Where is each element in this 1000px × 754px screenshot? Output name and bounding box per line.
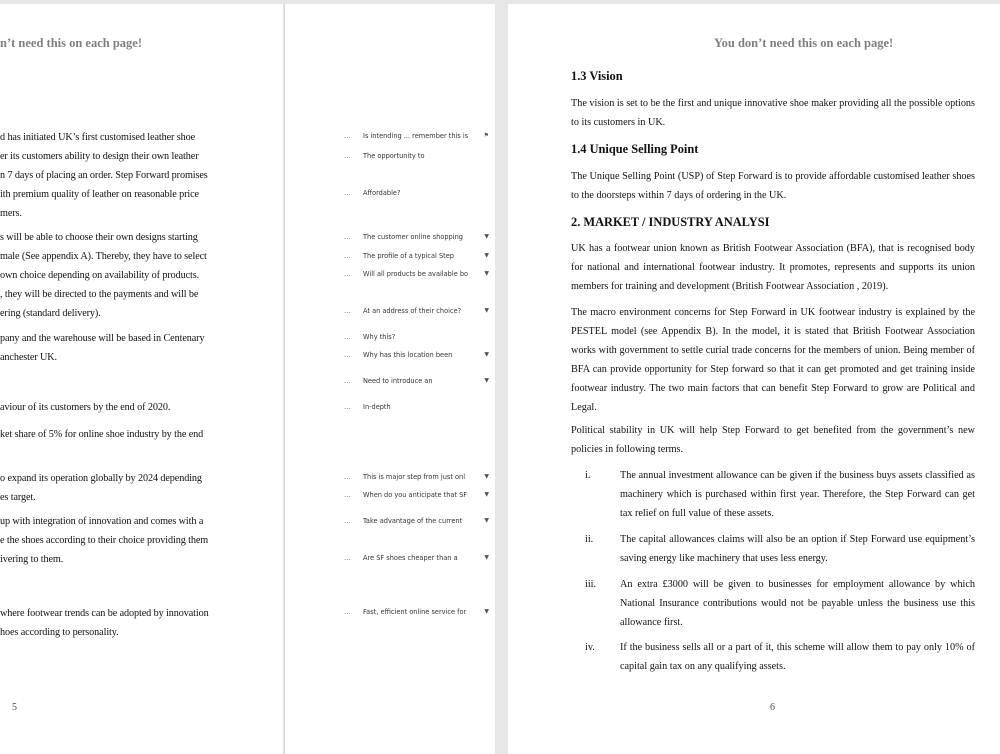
comment-text: Affordable?: [363, 189, 401, 197]
paragraph-market-1-text: UK has a footwear union known as British Footwear Association (BFA), that is recognised body for national and international footwear industry. It promotes, represents and supports its union members for training and development (British Footwear Association , 2019).: [571, 243, 975, 292]
expand-arrow-icon[interactable]: ▼: [484, 517, 489, 524]
left-page-line: aviour of its customers by the end of 2020.: [0, 402, 171, 413]
comment-item[interactable]: [344, 473, 493, 481]
comment-connector-icon: …: [344, 473, 352, 481]
heading-vision-text: 1.3 Vision: [571, 69, 623, 83]
comment-connector-icon: …: [344, 377, 352, 385]
comment-item[interactable]: [344, 233, 493, 241]
comment-item[interactable]: [344, 152, 493, 160]
heading-market: [571, 213, 975, 232]
expand-arrow-icon[interactable]: ▼: [484, 554, 489, 561]
left-page-line: ering (standard delivery).: [0, 308, 101, 319]
right-page: [508, 4, 1000, 754]
paragraph-market-3-text: Political stability in UK will help Step Forward to get benefited from the government’s new policies in following terms.: [571, 425, 975, 455]
left-page-line: male (See appendix A). Thereby, they have to select: [0, 251, 207, 262]
left-page-line: ket share of 5% for online shoe industry by the end: [0, 429, 204, 440]
expand-arrow-icon[interactable]: ▼: [484, 351, 489, 358]
list-item: [571, 575, 975, 632]
left-page-line: s will be able to choose their own designs starting: [0, 232, 198, 243]
comment-text: Need to introduce an: [363, 377, 433, 385]
list-item-text: An extra £3000 will be given to businesses for employment allowance by which National Insurance contributions would not be payable unless the business use this allowance first.: [620, 579, 975, 628]
left-page-line: hoes according to personality.: [0, 627, 119, 638]
comment-text: The opportunity to: [363, 152, 425, 160]
comment-text: Will all products be available bo: [363, 270, 469, 278]
comment-text: Fast, efficient online service for: [363, 608, 467, 616]
list-item-number: iii.: [585, 579, 597, 590]
comment-text: When do you anticipate that SF: [363, 491, 468, 499]
heading-usp-text: 1.4 Unique Selling Point: [571, 142, 699, 156]
expand-arrow-icon[interactable]: ▼: [484, 608, 489, 615]
left-page-line: o expand its operation globally by 2024 depending: [0, 473, 202, 484]
left-page: [0, 4, 283, 754]
comment-item[interactable]: [344, 377, 493, 385]
comment-text: Take advantage of the current: [363, 517, 463, 525]
comment-connector-icon: …: [344, 403, 352, 411]
expand-arrow-icon[interactable]: ▼: [484, 377, 489, 384]
left-page-line: mers.: [0, 208, 22, 219]
comment-item[interactable]: [344, 403, 493, 411]
comment-pane: [284, 4, 495, 754]
comment-connector-icon: …: [344, 252, 352, 260]
comment-item[interactable]: [344, 252, 493, 260]
left-page-line: pany and the warehouse will be based in Centenary: [0, 333, 205, 344]
left-page-header: n’t need this on each page!: [0, 36, 143, 50]
list-item-number: iv.: [585, 642, 595, 653]
comment-connector-icon: …: [344, 491, 352, 499]
left-page-line: ivering to them.: [0, 554, 64, 565]
comment-item[interactable]: [344, 189, 493, 197]
comment-connector-icon: …: [344, 608, 352, 616]
list-item-number: ii.: [585, 534, 594, 545]
comment-connector-icon: …: [344, 307, 352, 315]
list-item: [571, 530, 975, 568]
list-item: [571, 638, 975, 676]
left-page-line: where footwear trends can be adopted by innovation: [0, 608, 209, 619]
expand-arrow-icon[interactable]: ▼: [484, 233, 489, 240]
comment-text: At an address of their choice?: [363, 307, 462, 315]
comment-item[interactable]: [344, 608, 493, 616]
left-page-line: ith premium quality of leather on reasonable price: [0, 189, 199, 200]
heading-market-text: 2. MARKET / INDUSTRY ANALYSI: [571, 215, 770, 229]
comment-text: This is major step from just onl: [363, 473, 466, 481]
comment-connector-icon: …: [344, 351, 352, 359]
list-item-text: The capital allowances claims will also be an option if Step Forward use equipment’s saving energy like machinery that uses less energy.: [620, 534, 975, 564]
left-page-line: up with integration of innovation and comes with a: [0, 516, 204, 527]
comment-connector-icon: …: [344, 333, 352, 341]
left-page-line: d has initiated UK’s first customised leather shoe: [0, 132, 196, 143]
expand-arrow-icon[interactable]: ▼: [484, 307, 489, 314]
comment-text: Why this?: [363, 333, 396, 341]
paragraph-market-3: [571, 421, 975, 459]
comment-connector-icon: …: [344, 270, 352, 278]
comment-item[interactable]: [344, 554, 493, 562]
comment-connector-icon: …: [344, 189, 352, 197]
comment-item[interactable]: [344, 333, 493, 341]
comment-text: Are SF shoes cheaper than a: [363, 554, 458, 562]
left-page-line: e the shoes according to their choice providing them: [0, 535, 209, 546]
right-page-header: You don’t need this on each page!: [714, 36, 894, 50]
left-page-line: own choice depending on availability of products.: [0, 270, 200, 281]
comment-item[interactable]: [344, 307, 493, 315]
expand-arrow-icon[interactable]: ▼: [484, 473, 489, 480]
left-page-line: n 7 days of placing an order. Step Forward promises: [0, 170, 208, 181]
comment-item[interactable]: [344, 270, 493, 278]
left-page-line: er its customers ability to design their own leather: [0, 151, 199, 162]
left-page-line: anchester UK.: [0, 352, 57, 363]
paragraph-usp-text: The Unique Selling Point (USP) of Step Forward is to provide affordable customised leather shoes to the doorsteps within 7 days of ordering in the UK.: [571, 171, 975, 201]
comment-text: In-depth: [363, 403, 391, 411]
right-page-number: 6: [770, 702, 775, 713]
heading-vision: [571, 67, 975, 86]
paragraph-market-2: [571, 303, 975, 417]
paragraph-vision: [571, 94, 975, 132]
comment-item[interactable]: [344, 132, 493, 140]
comment-text: Why has this location been: [363, 351, 453, 359]
list-item-text: If the business sells all or a part of it, this scheme will allow them to pay only 10% of capital gain tax on any qualifying assets.: [620, 642, 975, 672]
flag-icon[interactable]: ⚑: [483, 132, 489, 139]
comment-connector-icon: …: [344, 554, 352, 562]
left-page-line: , they will be directed to the payments and will be: [0, 289, 199, 300]
comment-connector-icon: …: [344, 233, 352, 241]
paragraph-vision-text: The vision is set to be the first and unique innovative shoe maker providing all the possible options to its customers in UK.: [571, 98, 975, 128]
paragraph-market-1: [571, 239, 975, 296]
expand-arrow-icon[interactable]: ▼: [484, 252, 489, 259]
comment-connector-icon: …: [344, 152, 352, 160]
comment-connector-icon: …: [344, 132, 352, 140]
paragraph-market-2-text: The macro environment concerns for Step Forward in UK footwear industry is explained by the PESTEL model (see Appendix B). In the model, it is stated that British Footwear Association works with government to settle curial trade concerns for the members of union. Being member of BFA can provide opportunity for Step forward so that it can get promoted and get training inside footwear industry. The two main factors that can benefit Step Forward to grow are Political and Legal.: [571, 307, 975, 413]
left-page-line: es target.: [0, 492, 36, 503]
heading-usp: [571, 140, 975, 159]
comment-text: Is intending ... remember this is: [363, 132, 469, 140]
comment-connector-icon: …: [344, 517, 352, 525]
left-page-number: 5: [12, 702, 17, 713]
expand-arrow-icon[interactable]: ▼: [484, 270, 489, 277]
paragraph-usp: [571, 167, 975, 205]
expand-arrow-icon[interactable]: ▼: [484, 491, 489, 498]
list-item-number: i.: [585, 470, 591, 481]
comment-text: The profile of a typical Step: [363, 252, 454, 260]
list-item: [571, 466, 975, 523]
comment-item[interactable]: [344, 351, 493, 359]
comment-item[interactable]: [344, 491, 493, 499]
comment-text: The customer online shopping: [363, 233, 463, 241]
comment-item[interactable]: [344, 517, 493, 525]
list-item-text: The annual investment allowance can be given if the business buys assets classified as machinery which is purchased within first year. Therefore, the Step Forward can get tax relief on full value of these assets.: [620, 470, 975, 519]
